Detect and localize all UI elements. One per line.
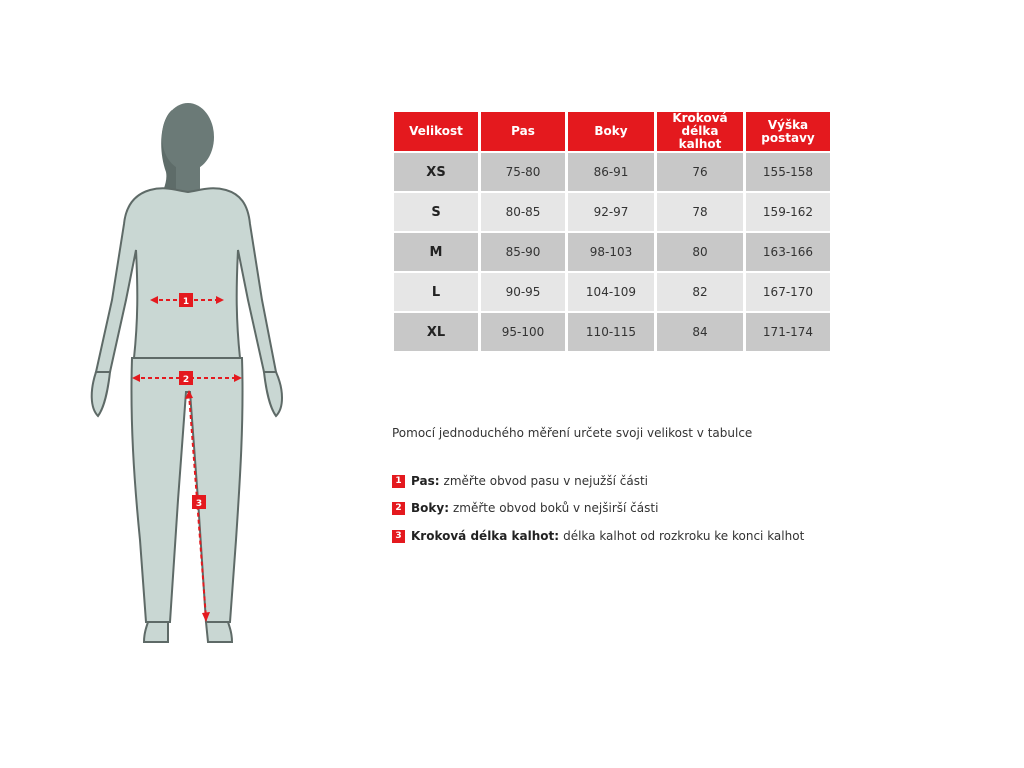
size-cell: S xyxy=(394,193,478,231)
legend-text: změřte obvod boků v nejširší části xyxy=(453,501,659,515)
table-row xyxy=(394,153,830,191)
height-cell: 163-166 xyxy=(746,233,830,271)
legend-text: délka kalhot od rozkroku ke konci kalhot xyxy=(563,529,805,543)
height-cell: 167-170 xyxy=(746,273,830,311)
legend-item-hips xyxy=(392,501,658,515)
hips-cell: 110-115 xyxy=(568,313,654,351)
size-cell: XL xyxy=(394,313,478,351)
head-shape xyxy=(162,103,214,171)
header-size: Velikost xyxy=(394,112,478,151)
legend-badge: 3 xyxy=(392,530,405,543)
intro-text: Pomocí jednoduchého měření určete svoji velikost v tabulce xyxy=(392,426,753,440)
waist-cell: 95-100 xyxy=(481,313,565,351)
inseam-cell: 84 xyxy=(657,313,743,351)
inseam-cell: 78 xyxy=(657,193,743,231)
header-hips: Boky xyxy=(568,112,654,151)
hips-cell: 86-91 xyxy=(568,153,654,191)
waist-cell: 75-80 xyxy=(481,153,565,191)
header-waist: Pas xyxy=(481,112,565,151)
inseam-marker-label: 3 xyxy=(195,499,203,509)
legend-item-waist xyxy=(392,474,648,488)
hips-cell: 98-103 xyxy=(568,233,654,271)
height-cell: 155-158 xyxy=(746,153,830,191)
header-inseam: Kroková délka kalhot xyxy=(657,112,743,151)
hip-marker-label: 2 xyxy=(182,375,190,385)
hips-cell: 92-97 xyxy=(568,193,654,231)
table-row xyxy=(394,233,830,271)
waist-cell: 85-90 xyxy=(481,233,565,271)
left-foot-shape xyxy=(144,622,168,642)
size-cell: M xyxy=(394,233,478,271)
waist-cell: 80-85 xyxy=(481,193,565,231)
height-cell: 159-162 xyxy=(746,193,830,231)
waist-marker-label: 1 xyxy=(182,297,190,307)
waist-cell: 90-95 xyxy=(481,273,565,311)
legend-badge: 1 xyxy=(392,475,405,488)
inseam-cell: 76 xyxy=(657,153,743,191)
neck-shape xyxy=(176,162,200,192)
table-row xyxy=(394,313,830,351)
right-hand-shape xyxy=(264,372,282,416)
table-row xyxy=(394,273,830,311)
size-cell: L xyxy=(394,273,478,311)
legend-term: Boky: xyxy=(411,501,449,515)
legend-item-inseam xyxy=(392,529,804,543)
size-cell: XS xyxy=(394,153,478,191)
shirt-shape xyxy=(96,188,276,372)
legend-text: změřte obvod pasu v nejužší části xyxy=(443,474,648,488)
height-cell: 171-174 xyxy=(746,313,830,351)
hips-cell: 104-109 xyxy=(568,273,654,311)
header-height: Výška postavy xyxy=(746,112,830,151)
table-row xyxy=(394,193,830,231)
legend-term: Pas: xyxy=(411,474,440,488)
inseam-cell: 82 xyxy=(657,273,743,311)
legend-badge: 2 xyxy=(392,502,405,515)
right-foot-shape xyxy=(206,622,232,642)
size-table-header-row xyxy=(394,112,830,151)
size-table xyxy=(391,110,833,353)
inseam-cell: 80 xyxy=(657,233,743,271)
left-hand-shape xyxy=(92,372,110,416)
legend-term: Kroková délka kalhot: xyxy=(411,529,560,543)
